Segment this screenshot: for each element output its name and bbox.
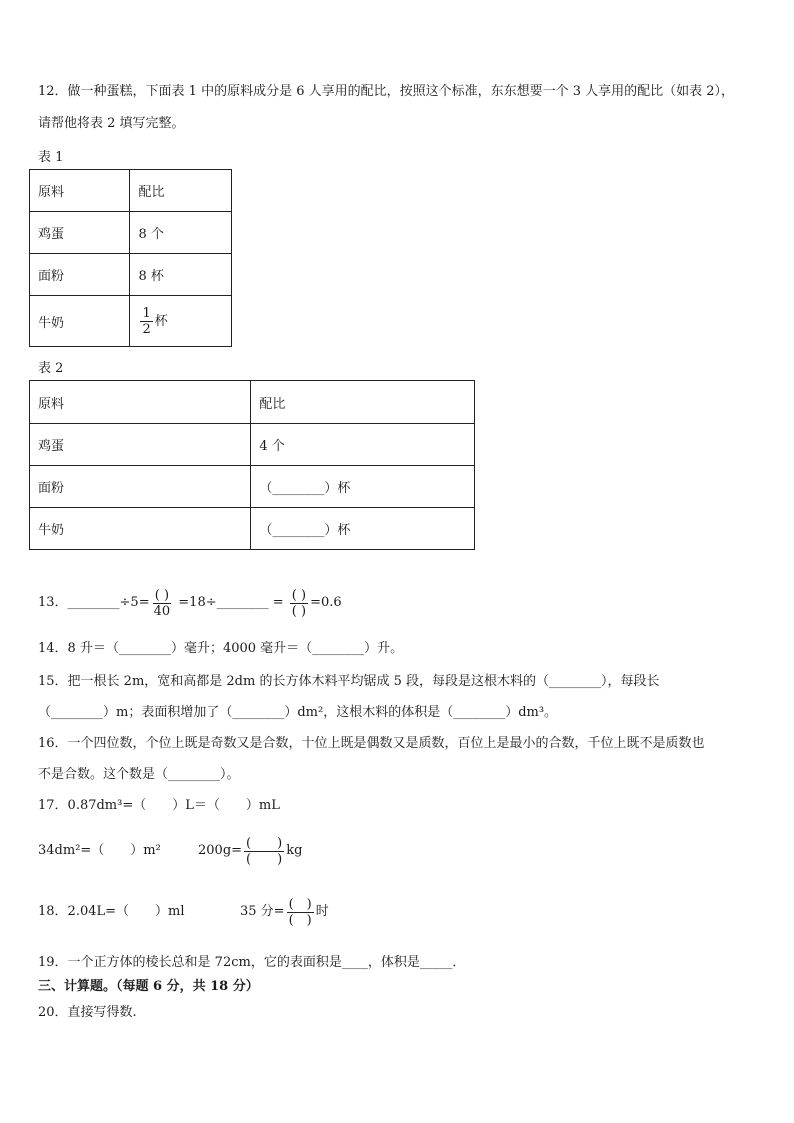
q18: 18．2.04L=（ ）ml 35 分= $\frac{( )}{( )}$ 时 <box>38 896 329 928</box>
fraction-blank-over-blank: $\frac{( )}{( )}$ <box>246 835 283 867</box>
table2 <box>29 380 475 550</box>
table1 <box>29 169 232 347</box>
q20-text: 20．直接写得数. <box>38 1005 137 1020</box>
table1-cell-value: 8 杯 <box>130 254 232 296</box>
q12-text-line1: 12．做一种蛋糕，下面表 1 中的原料成分是 6 人享用的配比，按照这个标准，东东想要一个 3 人享用的配比（如表 2）， <box>38 84 735 99</box>
table-row <box>30 424 475 466</box>
q14-text: 14．8 升＝（________）毫升；4000 毫升＝（________）升。 <box>38 641 404 656</box>
fraction-blank-over-blank: $\frac{( )}{( )}$ <box>291 587 307 619</box>
table-row <box>30 170 232 212</box>
table2-header-material: 原料 <box>30 381 251 424</box>
table2-answer-blank[interactable]: （________）杯 <box>251 508 475 550</box>
table-row <box>30 466 475 508</box>
q17-line2: 34dm²=（ ）m² 200g= $\frac{( )}{( )}$ kg <box>38 835 303 867</box>
table1-caption: 表 1 <box>38 150 64 165</box>
table2-answer-blank[interactable]: （________）杯 <box>251 466 475 508</box>
table1-header-material: 原料 <box>30 170 130 212</box>
q17-text-line1: 17．0.87dm³=（ ）L＝（ ）mL <box>38 798 280 813</box>
table2-cell-name: 面粉 <box>30 466 251 508</box>
fraction-blank-over-40: $\frac{( )}{40}$ <box>153 587 171 619</box>
table-row <box>30 212 232 254</box>
section-heading: 三、计算题。（每题 6 分，共 18 分） <box>38 979 259 994</box>
table1-cell-name: 牛奶 <box>30 296 130 347</box>
table1-cell-name: 面粉 <box>30 254 130 296</box>
table-row <box>30 254 232 296</box>
fraction-blank-over-blank: $\frac{( )}{( )}$ <box>288 896 312 928</box>
table1-cell-value: 8 个 <box>130 212 232 254</box>
table1-cell-value: $\frac{1}{2}$ 杯 <box>130 296 232 347</box>
table1-header-ratio: 配比 <box>130 170 232 212</box>
table-row <box>30 296 232 347</box>
q19-text: 19．一个正方体的棱长总和是 72cm，它的表面积是____，体积是_____． <box>38 955 466 970</box>
table-row <box>30 508 475 550</box>
fraction-half: $\frac{1}{2}$ <box>142 305 151 337</box>
table2-cell-name: 鸡蛋 <box>30 424 251 466</box>
q13: 13．________÷5= $\frac{( )}{40}$ =18÷________ = $\frac{( )}{( )}$ =0.6 <box>38 587 342 619</box>
q16-text-line2: 不是合数。这个数是（________）。 <box>38 767 240 782</box>
table2-caption: 表 2 <box>38 361 64 376</box>
table2-cell-name: 牛奶 <box>30 508 251 550</box>
table-row <box>30 381 475 424</box>
table1-cell-name: 鸡蛋 <box>30 212 130 254</box>
table2-header-ratio: 配比 <box>251 381 475 424</box>
q15-text-line2: （________）m；表面积增加了（________）dm²，这根木料的体积是（________）dm³。 <box>38 705 558 720</box>
table2-cell-value: 4 个 <box>251 424 475 466</box>
q16-text-line1: 16．一个四位数，个位上既是奇数又是合数，十位上既是偶数又是质数，百位上是最小的合数，千位上既不是质数也 <box>38 736 705 751</box>
q15-text-line1: 15．把一根长 2m，宽和高都是 2dm 的长方体木料平均锯成 5 段，每段是这根木料的（________），每段长 <box>38 674 660 689</box>
q12-text-line2: 请帮他将表 2 填写完整。 <box>38 116 185 131</box>
